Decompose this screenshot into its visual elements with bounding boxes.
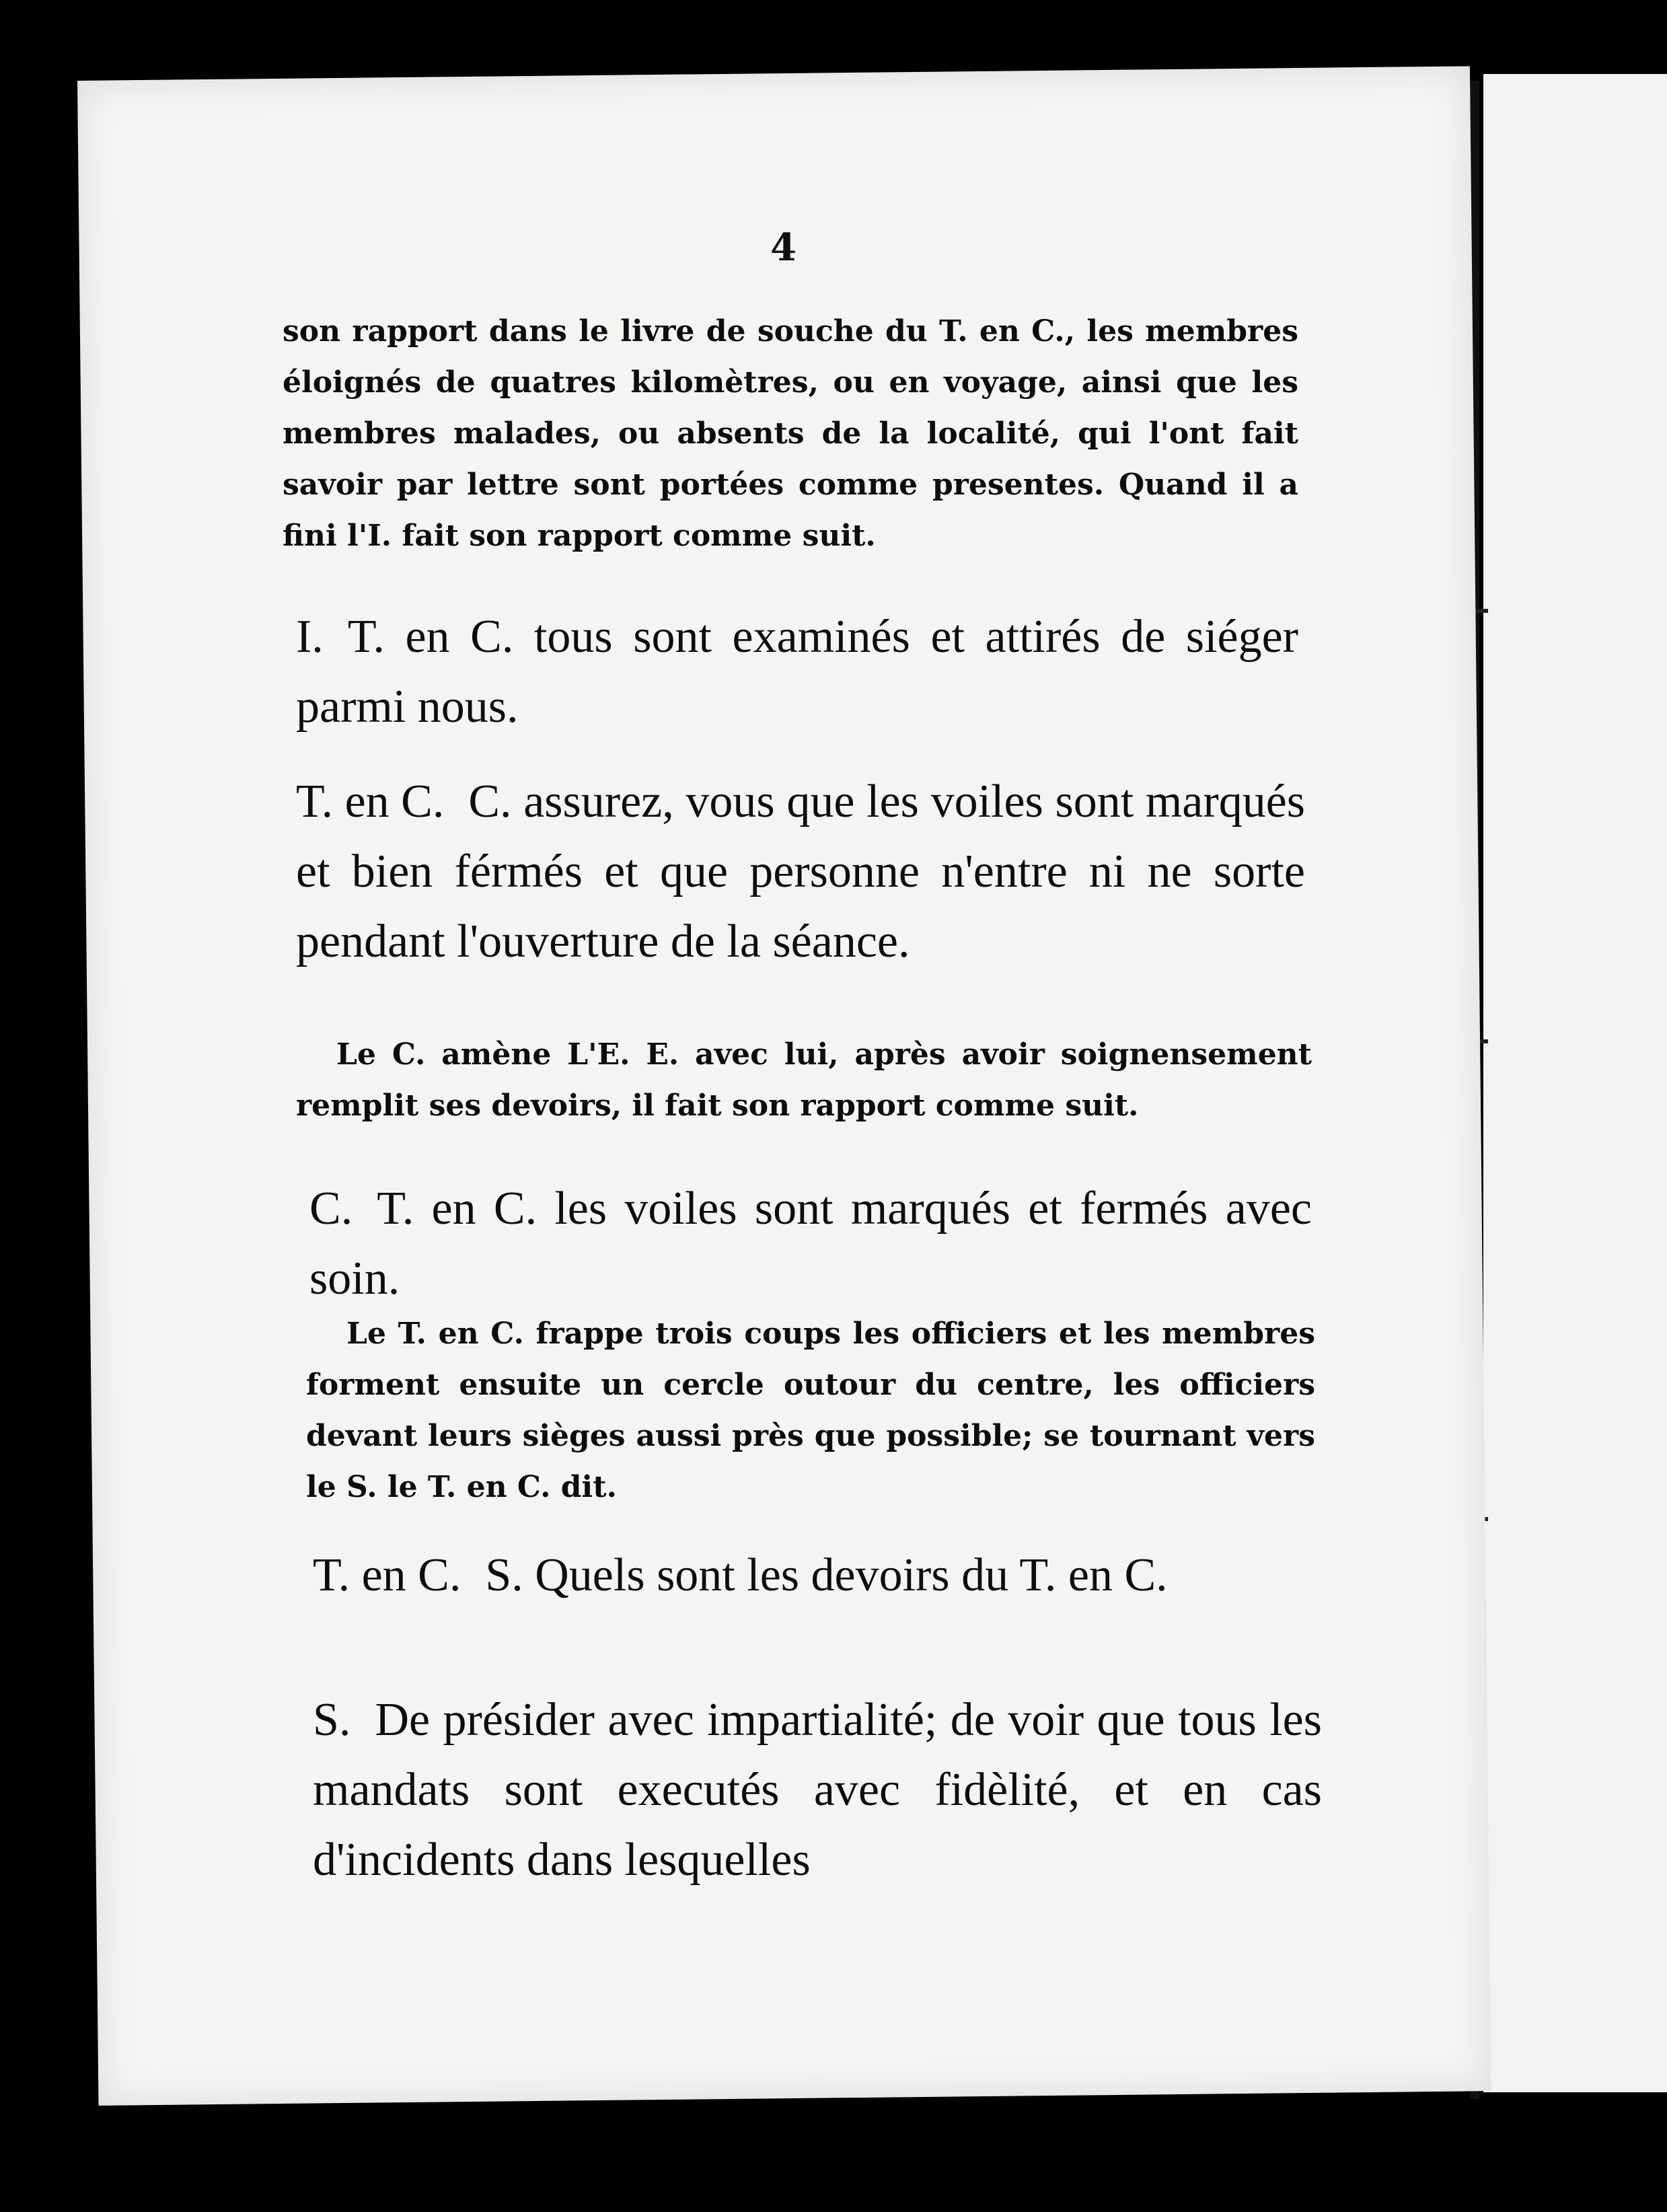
dialogue-paragraph bbox=[296, 767, 1305, 977]
speaker-label: T. en C. bbox=[296, 776, 445, 827]
page-number: 4 bbox=[770, 225, 797, 270]
dialogue-text: S. Quels sont les devoirs du T. en C. bbox=[485, 1549, 1168, 1601]
instruction-paragraph bbox=[306, 1308, 1315, 1513]
instruction-text: Le T. en C. frappe trois coups les officiers et les membres forment ensuite un cercle outour du centre, les officiers devant leurs sièges aussi près que possible; se tournant vers le S. le T. en C. dit. bbox=[306, 1317, 1315, 1504]
instruction-paragraph bbox=[283, 306, 1298, 562]
dialogue-paragraph bbox=[313, 1685, 1322, 1895]
dialogue-paragraph bbox=[313, 1541, 1315, 1611]
speaker-label: T. en C. bbox=[313, 1549, 461, 1601]
dialogue-text: De présider avec impartialité; de voir que tous les mandats sont executés avec fidèlité, et en cas d'incidents dans lesquelles bbox=[313, 1694, 1322, 1886]
speaker-label: S. bbox=[313, 1694, 351, 1746]
speaker-label: C. bbox=[309, 1183, 353, 1234]
facing-page-edge bbox=[1483, 74, 1667, 2092]
dialogue-text: T. en C. les voiles sont marqués et fermés avec soin. bbox=[309, 1183, 1312, 1304]
instruction-text: Le C. amène L'E. E. avec lui, après avoir soignensement remplit ses devoirs, il fait son rapport comme suit. bbox=[296, 1037, 1312, 1123]
dialogue-paragraph bbox=[296, 602, 1298, 742]
dialogue-paragraph bbox=[309, 1174, 1312, 1314]
dialogue-text: C. assurez, vous que les voiles sont marqués et bien férmés et que personne n'entre ni ne sorte pendant l'ouverture de la séance. bbox=[296, 776, 1305, 967]
instruction-paragraph bbox=[296, 1029, 1312, 1132]
dialogue-text: T. en C. tous sont examinés et attirés de siéger parmi nous. bbox=[296, 611, 1298, 733]
speaker-label: I. bbox=[296, 611, 324, 663]
instruction-text: son rapport dans le livre de souche du T. en C., les membres éloignés de quatres kilomètres, ou en voyage, ainsi que les membres malades, ou absents de la localité, qui l'ont fait savoir par lettre sont portées comme presentes. Quand il a fini l'I. fait son rapport comme suit. bbox=[283, 314, 1298, 553]
